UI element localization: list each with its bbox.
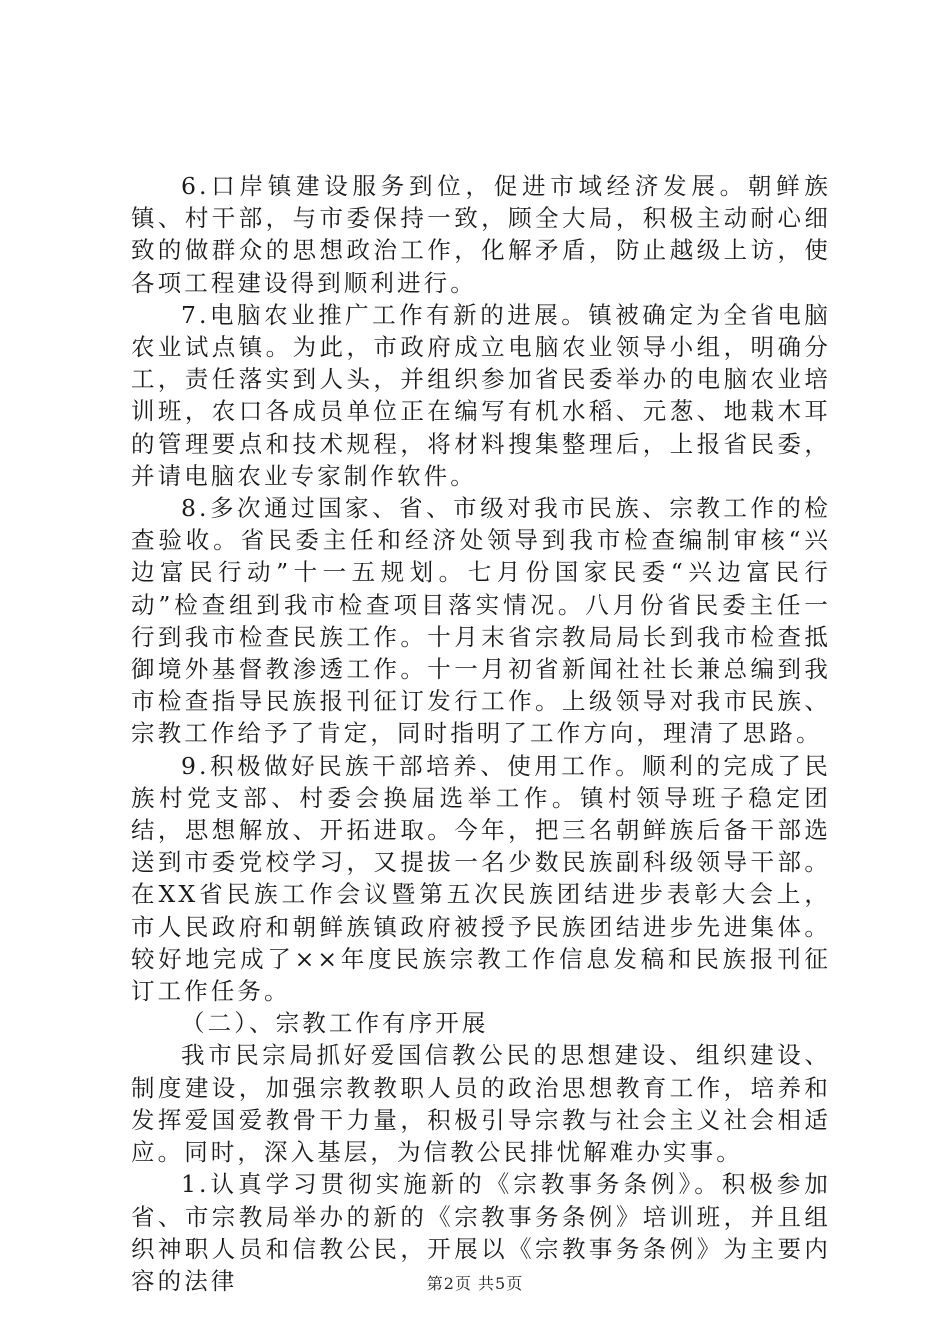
paragraph-item-6: 6.口岸镇建设服务到位，促进市域经济发展。朝鲜族镇、村干部，与市委保持一致，顾全大局，积极主动耐心细致的做群众的思想政治工作，化解矛盾，防止越级上访，使各项工程建设得到顺利进行。 xyxy=(131,172,831,297)
page-number-footer: 第2页 共5页 xyxy=(426,1274,524,1293)
paragraph-item-9: 9.积极做好民族干部培养、使用工作。顺利的完成了民族村党支部、村委会换届选举工作。镇村领导班子稳定团结，思想解放、开拓进取。今年，把三名朝鲜族后备干部选送到市委党校学习，又提拔一名少数民族副科级领导干部。在XX省民族工作会议暨第五次民族团结进步表彰大会上，市人民政府和朝鲜族镇政府被授予民族团结进步先进集体。较好地完成了××年度民族宗教工作信息发稿和民族报刊征订工作任务。 xyxy=(131,751,831,1006)
paragraph-item-8: 8.多次通过国家、省、市级对我市民族、宗教工作的检查验收。省民委主任和经济处领导到我市检查编制审核“兴边富民行动”十一五规划。七月份国家民委“兴边富民行动”检查组到我市检查项目落实情况。八月份省民委主任一行到我市检查民族工作。十月末省宗教局局长到我市检查抵御境外基督教渗透工作。十一月初省新闻社社长兼总编到我市检查指导民族报刊征订发行工作。上级领导对我市民族、宗教工作给予了肯定，同时指明了工作方向，理清了思路。 xyxy=(131,494,831,748)
document-body xyxy=(131,170,831,1297)
paragraph-religion-item-1: 1.认真学习贯彻实施新的《宗教事务条例》。积极参加省、市宗教局举办的新的《宗教事务条例》培训班，并且组织神职人员和信教公民，开展以《宗教事务条例》为主要内容的法律 xyxy=(131,1170,831,1295)
paragraph-religion-intro: 我市民宗局抓好爱国信教公民的思想建设、组织建设、制度建设，加强宗教教职人员的政治思想教育工作，培养和发挥爱国爱教骨干力量，积极引导宗教与社会主义社会相适应。同时，深入基层，为信教公民排忧解难办实事。 xyxy=(131,1041,831,1167)
paragraph-item-7: 7.电脑农业推广工作有新的进展。镇被确定为全省电脑农业试点镇。为此，市政府成立电脑农业领导小组，明确分工，责任落实到人头，并组织参加省民委举办的电脑农业培训班，农口各成员单位正在编写有机水稻、元葱、地栽木耳的管理要点和技术规程，将材料搜集整理后，上报省民委，并请电脑农业专家制作软件。 xyxy=(131,300,831,490)
section-heading-religion: （二）、宗教工作有序开展 xyxy=(181,1009,489,1038)
